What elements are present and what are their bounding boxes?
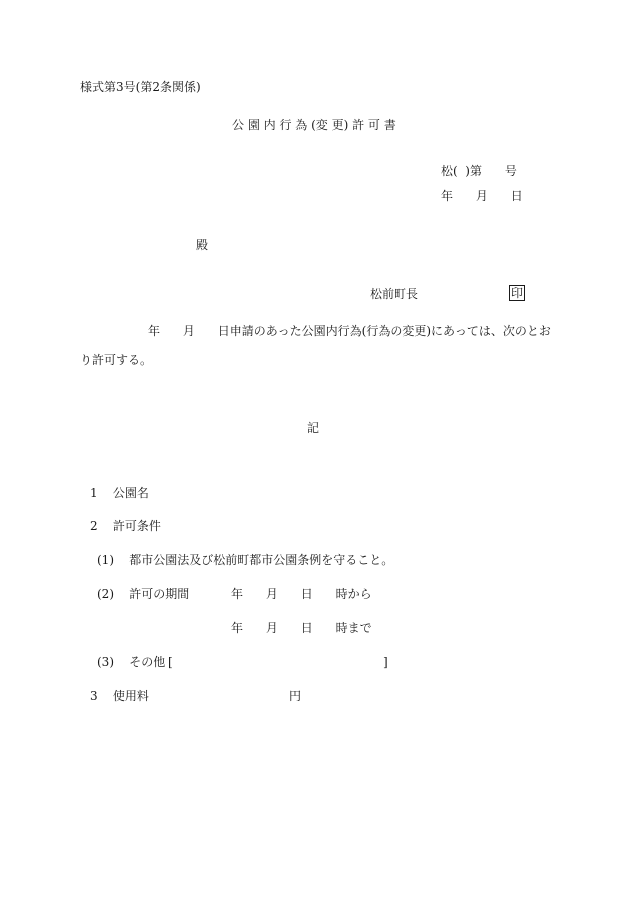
condition-1: (1) 都市公園法及び松前町都市公園条例を守ること。: [97, 553, 394, 567]
condition-2-label: (2) 許可の期間: [97, 587, 190, 601]
seal-mark: 印: [511, 286, 524, 300]
ki-heading: 記: [307, 421, 320, 435]
usage-fee-unit: 円: [289, 689, 302, 703]
issuer-title: 松前町長: [370, 287, 419, 301]
item-usage-fee: 3 使用料: [90, 689, 149, 703]
item-permit-conditions: 2 許可条件: [90, 519, 161, 533]
document-date: 年 月 日: [441, 189, 523, 203]
condition-2-to: 年 月 日 時まで: [231, 621, 372, 635]
item-park-name: 1 公園名: [90, 486, 149, 500]
body-text-line-1: 年 月 日申請のあった公園内行為(行為の変更)にあっては、次のとお: [148, 324, 551, 338]
addressee-suffix: 殿: [196, 238, 209, 252]
document-title: 公 園 内 行 為 (変 更) 許 可 書: [232, 118, 396, 132]
bracket-close: ]: [383, 655, 388, 669]
condition-3-label: (3) その他: [97, 655, 166, 669]
form-number: 様式第3号(第2条関係): [80, 80, 201, 94]
body-text-line-2: り許可する。: [80, 353, 153, 367]
condition-2-from: 年 月 日 時から: [231, 587, 372, 601]
bracket-open: [: [168, 655, 173, 669]
document-number: 松( )第 号: [441, 164, 517, 178]
